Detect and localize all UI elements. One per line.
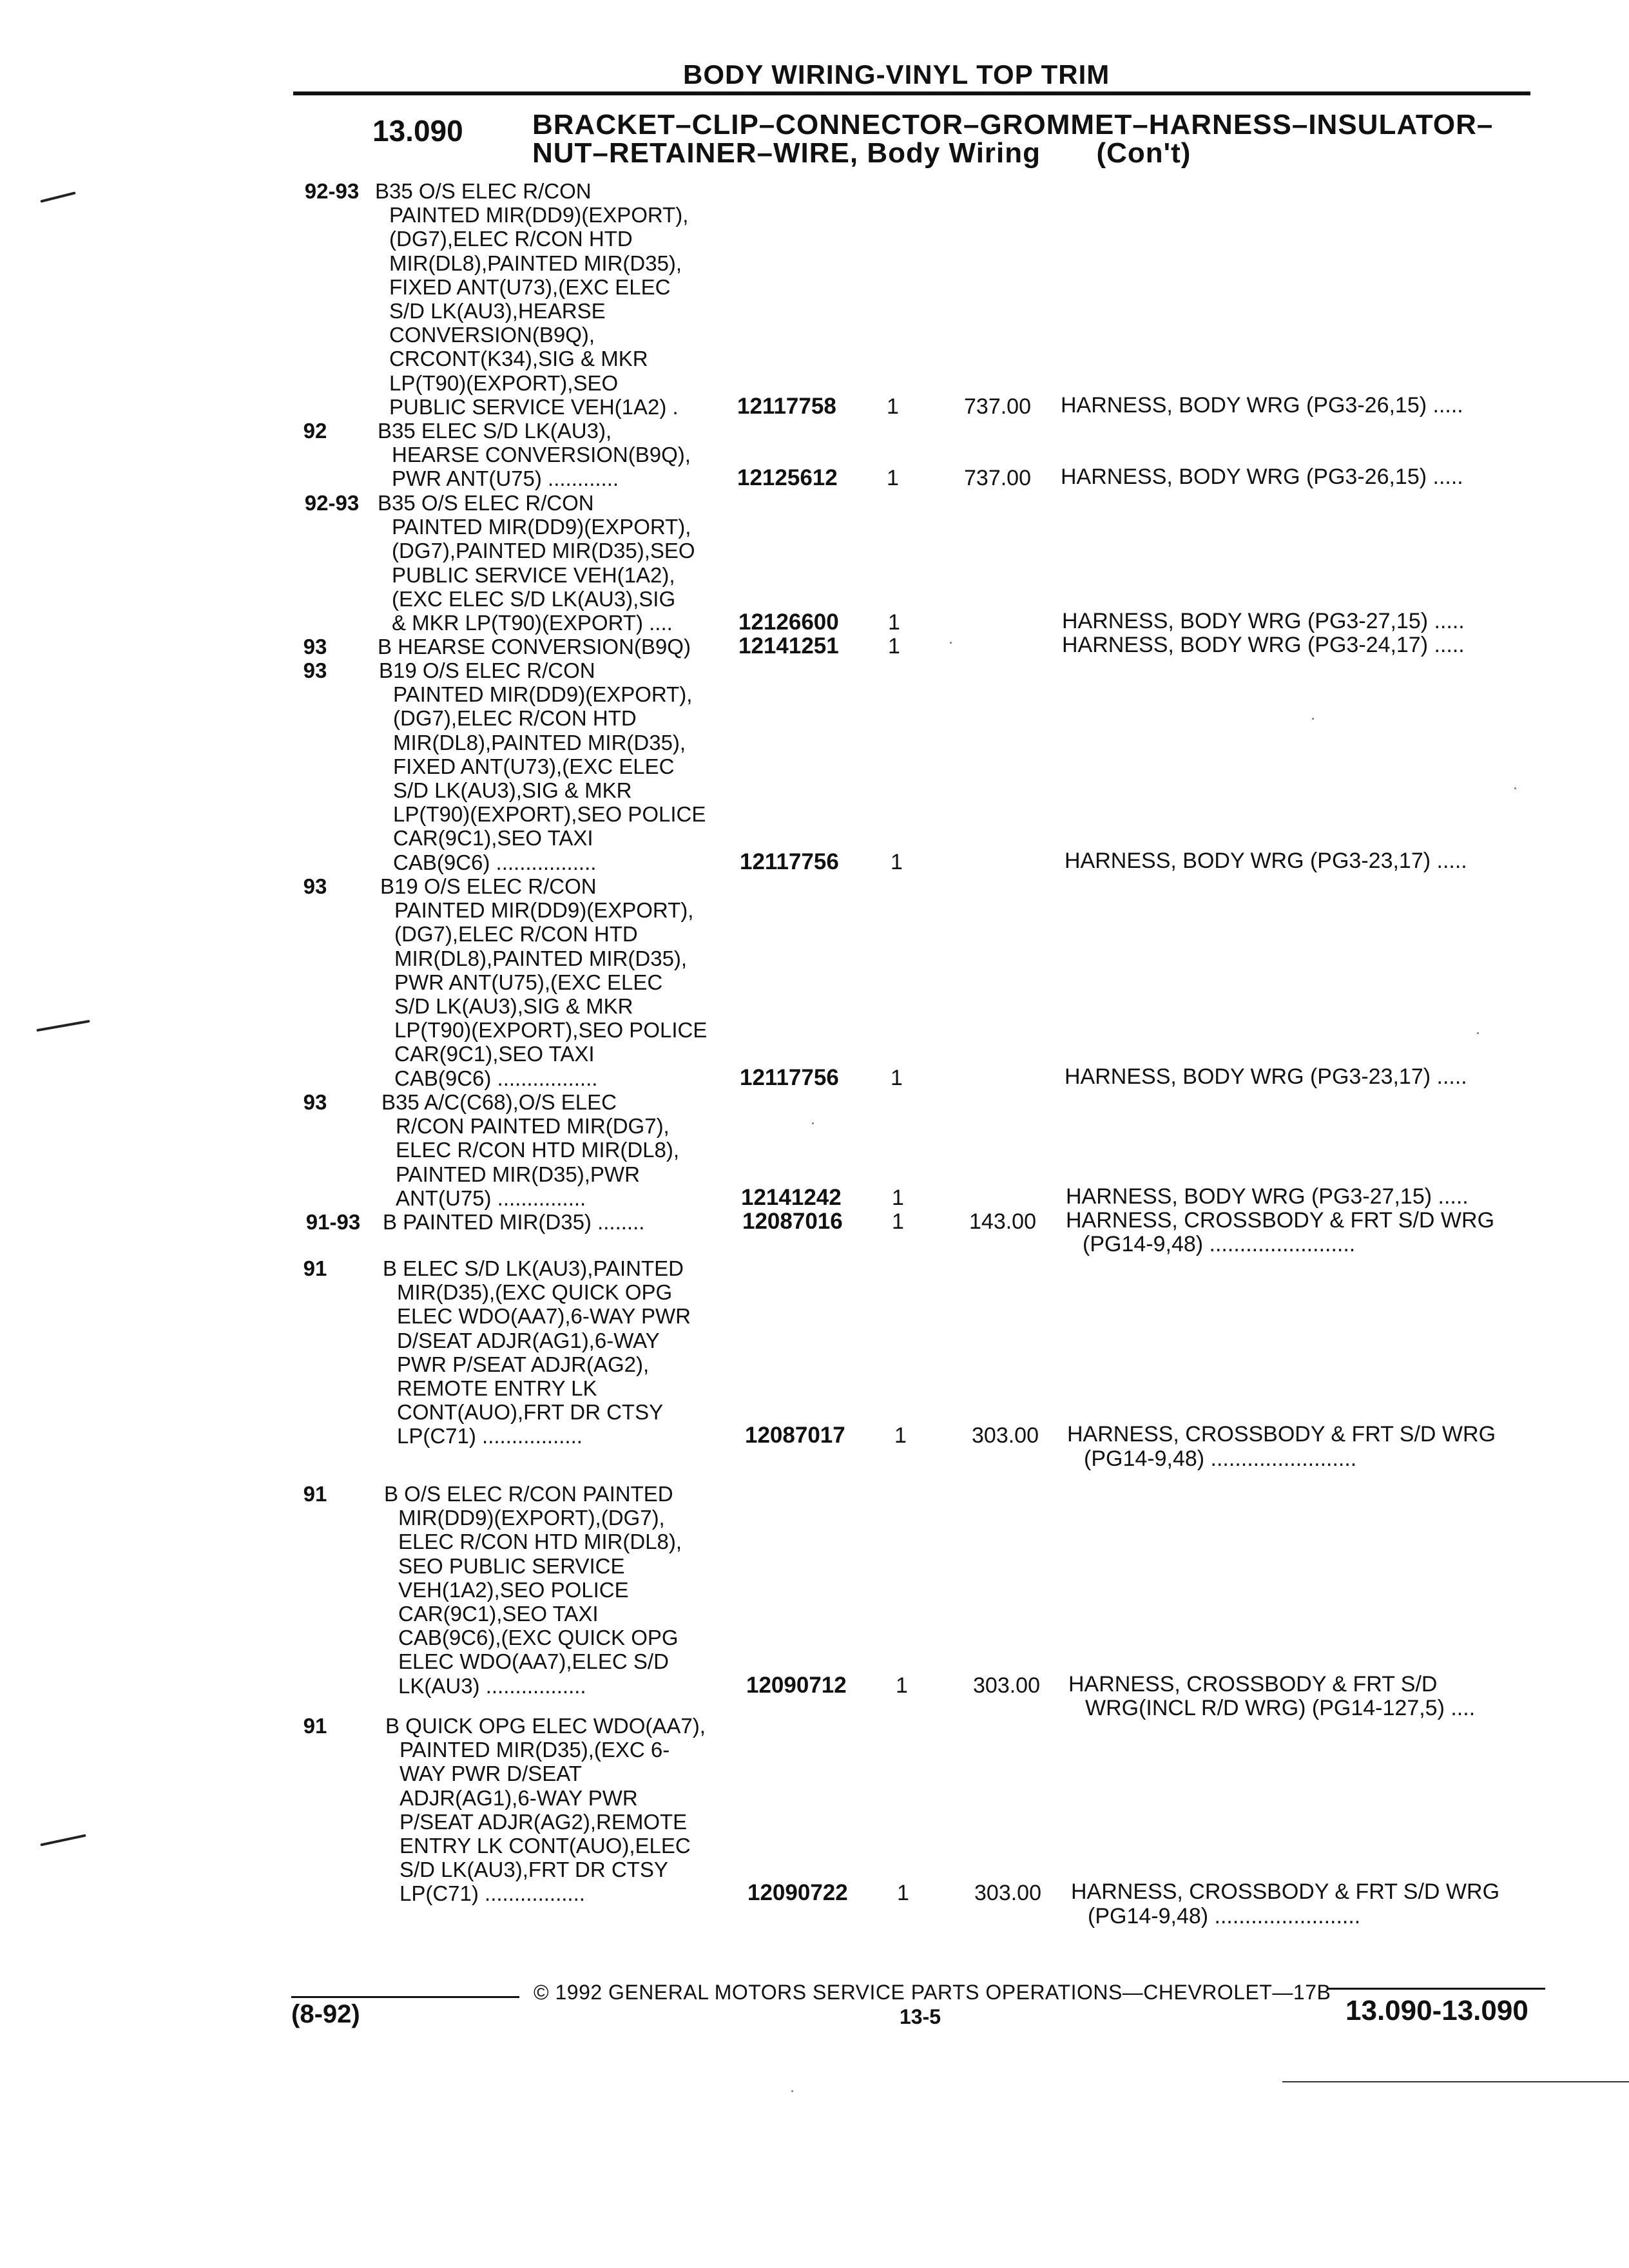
list-price: 737.00 [964, 466, 1031, 491]
description-line: CAB(9C6) ................. [393, 850, 597, 874]
usage-description [383, 1210, 644, 1234]
description-line: CAB(9C6),(EXC QUICK OPG [398, 1626, 679, 1650]
model-years: 91 [303, 1256, 327, 1280]
description-line: PUBLIC SERVICE VEH(1A2) . [389, 394, 679, 419]
part-name-line: (PG14-9,48) ........................ [1084, 1446, 1357, 1471]
quantity: 1 [891, 1065, 903, 1090]
description-line: ANT(U75) ............... [396, 1186, 586, 1210]
part-name [1061, 465, 1463, 489]
description-line: LP(C71) ................. [397, 1424, 583, 1448]
description-line: B19 O/S ELEC R/CON [379, 658, 595, 682]
model-years: 92 [303, 419, 327, 443]
quantity: 1 [891, 849, 903, 874]
description-line: LK(AU3) ................. [398, 1673, 586, 1698]
description-line: PAINTED MIR(DD9)(EXPORT), [394, 898, 694, 923]
description-line: ELEC R/CON HTD MIR(DL8), [398, 1530, 682, 1554]
quantity: 1 [887, 466, 899, 491]
part-name-line: HARNESS, CROSSBODY & FRT S/D WRG [1071, 1879, 1500, 1905]
description-line: CAB(9C6) ................. [394, 1066, 598, 1090]
part-name [1066, 1209, 1494, 1256]
model-years: 91 [303, 1482, 327, 1506]
part-name-line: HARNESS, BODY WRG (PG3-23,17) ..... [1065, 848, 1467, 873]
description-line: ELEC WDO(AA7),6-WAY PWR [397, 1304, 691, 1329]
part-number: 12117756 [740, 1064, 839, 1090]
description-line: PAINTED MIR(D35),(EXC 6- [400, 1738, 670, 1762]
part-number: 12125612 [737, 465, 838, 491]
description-line: S/D LK(AU3),FRT DR CTSY [400, 1858, 668, 1882]
description-line: & MKR LP(T90)(EXPORT) .... [392, 611, 673, 635]
speck [1477, 1032, 1479, 1034]
section-title-line2: NUT–RETAINER–WIRE, Body Wiring [532, 137, 1041, 169]
usage-description [378, 635, 691, 658]
section-number: 13.090 [372, 114, 463, 148]
section-title-line2-row [532, 139, 1493, 168]
list-price: 303.00 [973, 1673, 1040, 1698]
quantity: 1 [894, 1423, 907, 1448]
description-line: B ELEC S/D LK(AU3),PAINTED [383, 1256, 684, 1280]
description-line: LP(T90)(EXPORT),SEO [389, 370, 619, 395]
part-number: 12090712 [746, 1672, 847, 1698]
part-name [1065, 1065, 1467, 1089]
corner-rule [1282, 2081, 1629, 2082]
description-line: B19 O/S ELEC R/CON [380, 874, 597, 898]
description-line: CAR(9C1),SEO TAXI [398, 1602, 599, 1626]
description-line: (DG7),PAINTED MIR(D35),SEO [392, 539, 695, 563]
list-price: 303.00 [974, 1881, 1041, 1906]
list-price: 143.00 [969, 1209, 1036, 1234]
part-number: 12117756 [740, 849, 839, 874]
part-name-line: (PG14-9,48) ........................ [1083, 1232, 1356, 1257]
description-line: ADJR(AG1),6-WAY PWR [400, 1785, 638, 1810]
description-line: B PAINTED MIR(D35) ........ [383, 1210, 645, 1234]
part-name-line: HARNESS, BODY WRG (PG3-23,17) ..... [1065, 1064, 1467, 1089]
description-line: MIR(DD9)(EXPORT),(DG7), [398, 1506, 665, 1530]
usage-description [379, 658, 706, 874]
description-line: B QUICK OPG ELEC WDO(AA7), [385, 1714, 706, 1738]
footer-date: (8-92) [291, 2000, 360, 2028]
model-years: 91-93 [305, 1210, 361, 1234]
model-years: 92-93 [304, 491, 360, 515]
part-number: 12126600 [738, 610, 839, 635]
description-line: CONT(AUO),FRT DR CTSY [397, 1400, 664, 1425]
part-name-line: HARNESS, CROSSBODY & FRT S/D [1068, 1671, 1438, 1696]
description-line: PWR ANT(U75) ............ [392, 466, 619, 491]
description-line: MIR(DL8),PAINTED MIR(D35), [393, 730, 686, 754]
quantity: 1 [896, 1673, 908, 1698]
description-line: LP(T90)(EXPORT),SEO POLICE [393, 802, 706, 827]
section-title [532, 111, 1493, 168]
usage-description [380, 874, 707, 1090]
list-price: 737.00 [964, 394, 1031, 419]
model-years: 92-93 [304, 179, 360, 203]
description-line: B35 ELEC S/D LK(AU3), [378, 419, 612, 443]
speck [812, 1122, 814, 1124]
quantity: 1 [892, 1209, 904, 1234]
part-name [1071, 1880, 1499, 1928]
description-line: MIR(DL8),PAINTED MIR(D35), [394, 946, 688, 970]
description-line: P/SEAT ADJR(AG2),REMOTE [400, 1809, 688, 1834]
description-line: VEH(1A2),SEO POLICE [398, 1577, 629, 1602]
footer-section-range: 13.090-13.090 [1345, 1995, 1528, 2026]
model-years: 91 [303, 1714, 327, 1738]
model-years: 93 [303, 1090, 327, 1114]
description-line: B35 O/S ELEC R/CON [378, 491, 594, 515]
part-name-line: WRG(INCL R/D WRG) (PG14-127,5) .... [1085, 1695, 1476, 1720]
section-title-line1: BRACKET–CLIP–CONNECTOR–GROMMET–HARNESS–INSULATOR– [532, 109, 1494, 140]
description-line: B O/S ELEC R/CON PAINTED [384, 1482, 673, 1506]
margin-mark [36, 1020, 90, 1032]
description-line: FIXED ANT(U73),(EXC ELEC [389, 274, 671, 299]
footer-rule-right [1327, 1988, 1545, 1990]
part-number: 12141242 [741, 1184, 842, 1210]
part-number: 12087016 [742, 1209, 843, 1234]
description-line: PAINTED MIR(D35),PWR [396, 1162, 640, 1186]
description-line: WAY PWR D/SEAT [400, 1762, 582, 1786]
description-line: PAINTED MIR(DD9)(EXPORT), [389, 203, 689, 227]
description-line: ELEC R/CON HTD MIR(DL8), [396, 1138, 680, 1162]
description-line: ELEC WDO(AA7),ELEC S/D [398, 1649, 669, 1674]
usage-description [383, 1256, 691, 1448]
part-name [1065, 849, 1467, 873]
description-line: (DG7),ELEC R/CON HTD [394, 922, 638, 947]
description-line: S/D LK(AU3),SIG & MKR [393, 778, 632, 803]
part-name [1068, 1673, 1475, 1720]
description-line: CRCONT(K34),SIG & MKR [389, 347, 648, 371]
description-line: (EXC ELEC S/D LK(AU3),SIG [392, 586, 676, 611]
part-number: 12141251 [738, 633, 839, 658]
part-name [1062, 633, 1465, 657]
footer-rule-left [291, 1996, 519, 1998]
part-name-line: HARNESS, BODY WRG (PG3-27,15) ..... [1066, 1184, 1469, 1209]
part-name-line: HARNESS, CROSSBODY & FRT S/D WRG [1066, 1208, 1495, 1233]
model-years: 93 [303, 658, 327, 682]
part-name [1066, 1185, 1469, 1209]
usage-description [378, 419, 691, 491]
quantity: 1 [888, 610, 900, 635]
speck [1514, 787, 1516, 789]
usage-description [375, 179, 688, 419]
quantity: 1 [888, 634, 900, 658]
header-rule [293, 91, 1530, 95]
model-years: 93 [303, 635, 327, 658]
description-line: PWR ANT(U75),(EXC ELEC [394, 970, 663, 994]
usage-description [381, 1090, 679, 1210]
description-line: FIXED ANT(U73),(EXC ELEC [393, 754, 675, 778]
model-years: 93 [303, 874, 327, 898]
description-line: MIR(DL8),PAINTED MIR(D35), [389, 251, 682, 275]
margin-mark [40, 191, 75, 202]
description-line: B HEARSE CONVERSION(B9Q) [378, 635, 691, 658]
list-price: 303.00 [972, 1423, 1039, 1448]
description-line: CAR(9C1),SEO TAXI [393, 826, 593, 850]
description-line: D/SEAT ADJR(AG1),6-WAY [397, 1328, 660, 1352]
part-name-line: HARNESS, BODY WRG (PG3-26,15) ..... [1061, 392, 1463, 418]
description-line: PAINTED MIR(DD9)(EXPORT), [393, 682, 693, 707]
description-line: S/D LK(AU3),SIG & MKR [394, 994, 633, 1019]
description-line: HEARSE CONVERSION(B9Q), [392, 443, 691, 467]
description-line: B35 A/C(C68),O/S ELEC [381, 1090, 617, 1114]
description-line: MIR(D35),(EXC QUICK OPG [397, 1280, 673, 1305]
part-number: 12087017 [745, 1423, 845, 1448]
speck [1312, 718, 1314, 720]
part-name [1067, 1423, 1496, 1470]
part-name-line: HARNESS, BODY WRG (PG3-24,17) ..... [1062, 633, 1465, 657]
description-line: LP(C71) ................. [400, 1881, 585, 1906]
part-number: 12090722 [747, 1880, 848, 1906]
description-line: (DG7),ELEC R/CON HTD [389, 227, 633, 251]
description-line: (DG7),ELEC R/CON HTD [393, 706, 637, 731]
quantity: 1 [892, 1185, 904, 1210]
description-line: PWR P/SEAT ADJR(AG2), [397, 1352, 650, 1376]
speck [950, 642, 952, 644]
part-name [1062, 610, 1465, 633]
part-name-line: (PG14-9,48) ........................ [1088, 1903, 1361, 1928]
section-title-cont: (Con't) [1096, 137, 1191, 169]
part-name-line: HARNESS, BODY WRG (PG3-27,15) ..... [1062, 609, 1465, 633]
description-line: CAR(9C1),SEO TAXI [394, 1042, 595, 1066]
description-line: REMOTE ENTRY LK [397, 1376, 597, 1401]
part-name-line: HARNESS, BODY WRG (PG3-26,15) ..... [1061, 465, 1463, 490]
quantity: 1 [897, 1881, 909, 1906]
usage-description [384, 1482, 682, 1698]
part-number: 12117758 [737, 393, 836, 419]
part-name [1061, 394, 1463, 418]
quantity: 1 [887, 394, 899, 419]
usage-description [385, 1714, 706, 1906]
description-line: B35 O/S ELEC R/CON [375, 179, 592, 203]
description-line: LP(T90)(EXPORT),SEO POLICE [394, 1018, 708, 1043]
description-line: R/CON PAINTED MIR(DG7), [396, 1114, 670, 1139]
description-line: CONVERSION(B9Q), [389, 323, 595, 347]
page-title: BODY WIRING-VINYL TOP TRIM [683, 59, 1110, 90]
speck [791, 2090, 793, 2092]
margin-mark [40, 1834, 86, 1847]
description-line: PAINTED MIR(DD9)(EXPORT), [392, 515, 691, 539]
description-line: S/D LK(AU3),HEARSE [389, 299, 606, 323]
part-name-line: HARNESS, CROSSBODY & FRT S/D WRG [1067, 1422, 1496, 1447]
description-line: SEO PUBLIC SERVICE [398, 1553, 625, 1578]
description-line: ENTRY LK CONT(AUO),ELEC [400, 1834, 691, 1858]
footer-copyright: © 1992 GENERAL MOTORS SERVICE PARTS OPERATIONS—CHEVROLET—17B [534, 1981, 1331, 2004]
description-line: PUBLIC SERVICE VEH(1A2), [392, 562, 675, 587]
footer-page-number: 13-5 [900, 2005, 941, 2028]
usage-description [378, 491, 695, 635]
